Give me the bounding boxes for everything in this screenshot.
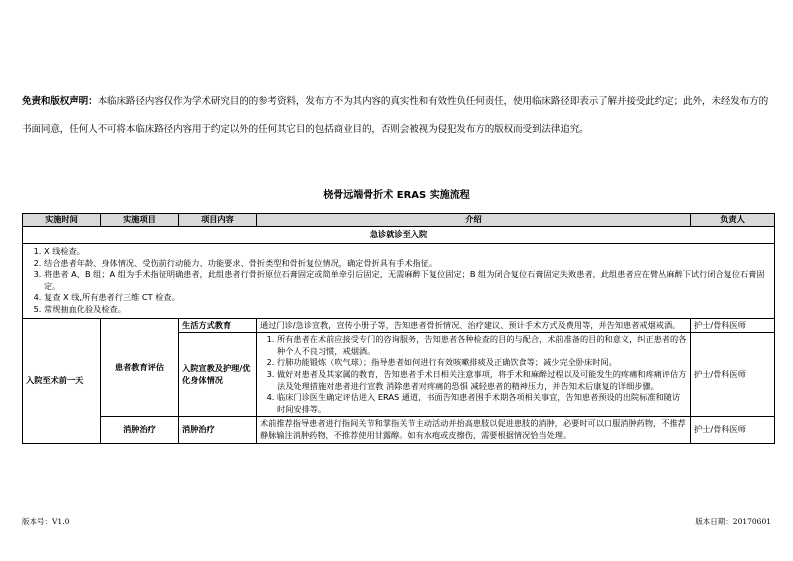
- disclaimer: [22, 88, 774, 143]
- footer-date: 版本日期：20170601: [695, 517, 771, 526]
- table-header-row: [23, 214, 775, 227]
- header-item: 项目内容: [179, 214, 257, 227]
- header-intro: 介绍: [257, 214, 691, 227]
- owner-cell: 护士/骨科医师: [691, 417, 775, 443]
- eras-table: [22, 213, 775, 444]
- steps-row: [23, 244, 775, 319]
- phase-cell: 入院至术前一天: [23, 318, 101, 443]
- disclaimer-text: 本临床路径内容仅作为学术研究目的的参考资料，发布方不为其内容的真实性和有效性负任何责任，使用临床路径即表示了解并接受此约定；此外，未经发布方的书面同意，任何人不可将本临床路径内容用于约定以外的任何其它目的包括商业目的，否则会被视为侵犯发布方的版权而受到法律追究。: [22, 96, 769, 135]
- footer-version: 版本号：V1.0: [22, 517, 70, 526]
- disclaimer-label: 免责和版权声明：: [22, 96, 98, 107]
- header-project: 实施项目: [101, 214, 179, 227]
- step-item: 3. 将患者 A、B 组；A 组为手术指征明确患者，此组患者行骨折原位石膏固定或简单牵引后固定，无需麻醉下复位固定；B 组为闭合复位石膏固定失败患者，此组患者应在臂丛麻醉下试行闭合复位石膏固定。: [44, 269, 769, 292]
- intro-list-item: 4. 临床门诊医生确定评估进入 ERAS 通道，书面告知患者围手术期各项相关事宜，告知患者预设的出院标准和随访时间安排等。: [277, 392, 687, 415]
- section-row: [23, 227, 775, 244]
- project-cell: 消肿治疗: [101, 417, 179, 443]
- document-title: 桡骨远端骨折术 ERAS 实施流程: [323, 190, 470, 201]
- step-item: 5. 常规抽血化验及检查。: [44, 304, 769, 316]
- intro-cell: 通过门诊/急诊宣教，宣传小册子等，告知患者骨折情况、治疗建议、预计手术方式及费用等，并告知患者戒烟戒酒。: [257, 318, 691, 333]
- step-item: 2. 结合患者年龄、身体情况、受伤前行动能力、功能要求、骨折类型和骨折复位情况，确定骨折具有手术指征。: [44, 258, 769, 270]
- header-time: 实施时间: [23, 214, 101, 227]
- steps-cell: [23, 244, 775, 319]
- step-item: 4. 复查 X 线,所有患者行三维 CT 检查。: [44, 292, 769, 304]
- item-cell: 消肿治疗: [179, 417, 257, 443]
- table-row: [23, 417, 775, 443]
- intro-list: [260, 334, 687, 415]
- owner-cell: 护士/骨科医师: [691, 318, 775, 333]
- section-title: 急诊就诊至入院: [23, 227, 775, 244]
- steps-list: [28, 246, 769, 316]
- intro-cell: [257, 333, 691, 417]
- step-item: 1. X 线检查。: [44, 246, 769, 258]
- intro-list-item: 1. 所有患者在术前应接受专门的咨询服务，告知患者各种检查的目的与配合，术前准备的目的和意义，纠正患者的各种个人不良习惯，戒烟酒。: [277, 334, 687, 357]
- intro-cell: 术前推荐指导患者进行指间关节和掌指关节主动活动并抬高患肢以促进患肢的消肿，必要时可以口服消肿药物，不推荐静脉输注消肿药物，不推荐使用甘露醇。如有水疱或皮擦伤，需要根据情况恰当处理。: [257, 417, 691, 443]
- item-cell: 入院宣教及护理/优化身体情况: [179, 333, 257, 417]
- header-owner: 负责人: [691, 214, 775, 227]
- owner-cell: 护士/骨科医师: [691, 333, 775, 417]
- item-cell: 生活方式教育: [179, 318, 257, 333]
- project-cell: 患者教育评估: [101, 318, 179, 417]
- intro-list-item: 3. 做好对患者及其家属的教育，告知患者手术日相关注意事项，将手术和麻醉过程以及可能发生的疼痛和疼痛评估方法及处理措施对患者进行宣教 消除患者对疼痛的恐惧 减轻患者的精神压力，并告知术后康复的详细步骤。: [277, 369, 687, 392]
- intro-list-item: 2. 行肺功能锻炼（吹气球）；指导患者如何进行有效咳嗽排痰及正确饮食等；减少完全卧床时间。: [277, 357, 687, 369]
- table-row: [23, 318, 775, 333]
